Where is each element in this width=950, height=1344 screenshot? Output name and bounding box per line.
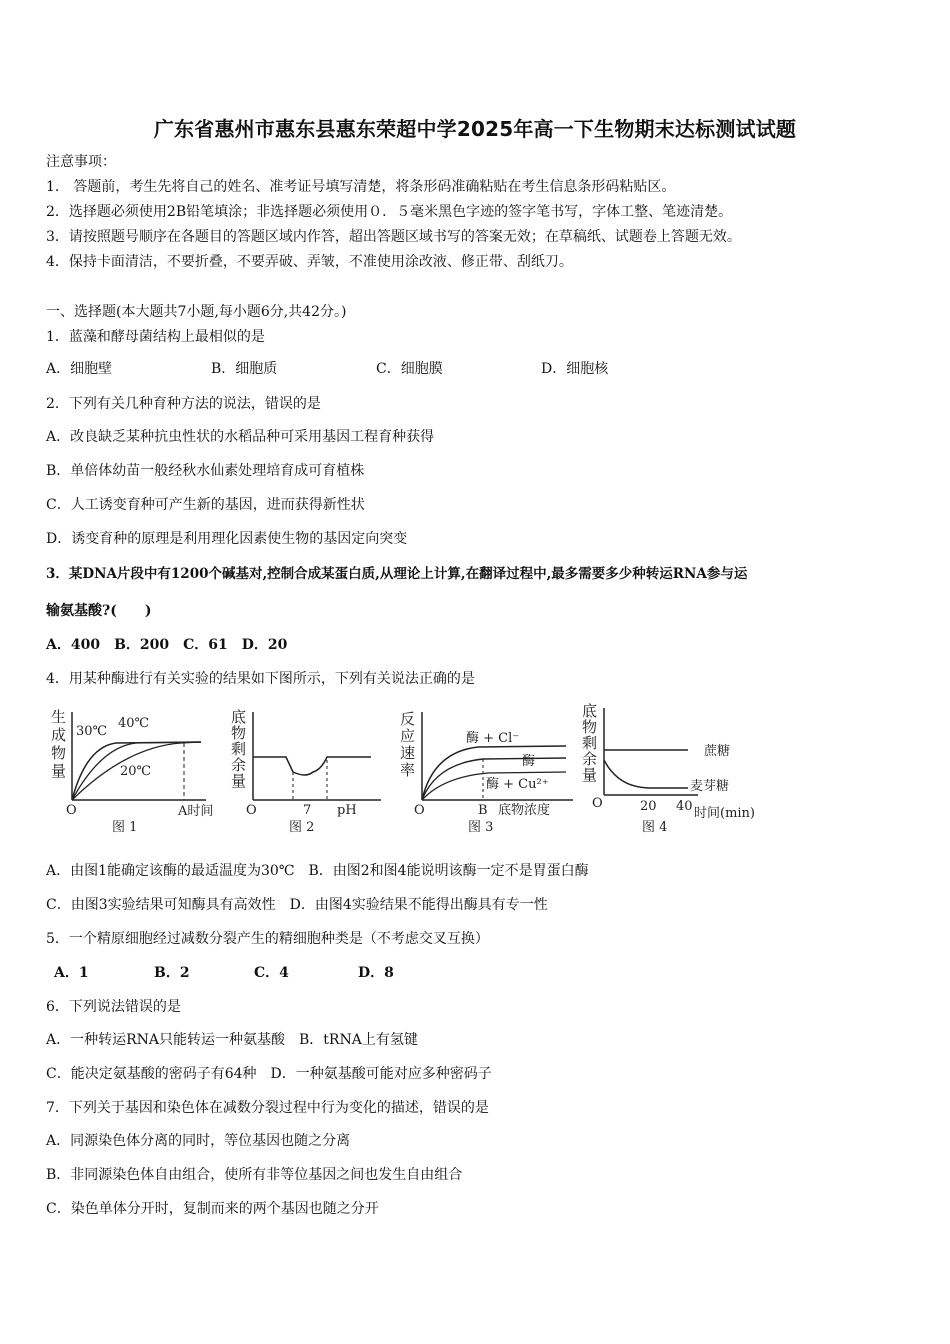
fig3-ylabel-3: 速 bbox=[400, 744, 416, 762]
figure-1 bbox=[46, 702, 231, 842]
fig3-label-enzyme: 酶 bbox=[522, 754, 536, 769]
section-heading: 一、选择题(本大题共7小题,每小题6分,共42分。) bbox=[46, 304, 347, 320]
q4-stem: 4．用某种酶进行有关实验的结果如下图所示，下列有关说法正确的是 bbox=[46, 671, 475, 687]
q2-option-b: B．单倍体幼苗一般经秋水仙素处理培育成可育植株 bbox=[46, 463, 365, 479]
fig2-ylabel-3: 剩 bbox=[231, 740, 247, 758]
q3-stem-line2: 输氨基酸?( ) bbox=[46, 603, 152, 619]
figure-3 bbox=[398, 702, 578, 842]
fig3-ylabel-2: 应 bbox=[400, 727, 416, 745]
notice-item-4: 4．保持卡面清洁，不要折叠，不要弄破、弄皱，不准使用涂改液、修正带、刮纸刀。 bbox=[46, 254, 573, 270]
fig3-xlabel: 底物浓度 bbox=[498, 803, 551, 818]
q4-options-line1: A．由图1能确定该酶的最适温度为30℃ B．由图2和图4能说明该酶一定不是胃蛋白酶 bbox=[46, 863, 589, 879]
q4-options-line2: C．由图3实验结果可知酶具有高效性 D．由图4实验结果不能得出酶具有专一性 bbox=[46, 897, 548, 913]
q1-option-b: B．细胞质 bbox=[211, 361, 278, 377]
q7-option-a: A．同源染色体分离的同时，等位基因也随之分离 bbox=[46, 1133, 351, 1149]
q1-option-a: A．细胞壁 bbox=[46, 361, 113, 377]
q7-stem: 7．下列关于基因和染色体在减数分裂过程中行为变化的描述，错误的是 bbox=[46, 1100, 489, 1116]
fig4-tick-40: 40 bbox=[676, 799, 693, 814]
fig4-ylabel-5: 量 bbox=[582, 766, 598, 784]
fig2-ylabel-1: 底 bbox=[231, 708, 247, 726]
fig4-ylabel-2: 物 bbox=[582, 718, 598, 736]
fig2-tick-7: 7 bbox=[303, 803, 312, 818]
q6-options-line1: A．一种转运RNA只能转运一种氨基酸 B．tRNA上有氢键 bbox=[46, 1032, 418, 1048]
q5-option-a: A．1 bbox=[54, 965, 89, 981]
q1-options bbox=[46, 359, 608, 379]
fig1-label-40c: 40℃ bbox=[118, 716, 150, 731]
fig2-origin: O bbox=[246, 803, 257, 818]
q6-options-line2: C．能决定氨基酸的密码子有64种 D．一种氨基酸可能对应多种密码子 bbox=[46, 1066, 492, 1082]
fig1-origin: O bbox=[66, 803, 77, 818]
fig3-ylabel-1: 反 bbox=[400, 710, 416, 728]
fig1-label-20c: 20℃ bbox=[120, 764, 152, 779]
q3-stem-line1: 3．某DNA片段中有1200个碱基对,控制合成某蛋白质,从理论上计算,在翻译过程中,最多需要多少种转运RNA参与运 bbox=[46, 566, 748, 582]
fig1-label-30c: 30℃ bbox=[76, 724, 108, 739]
notice-item-3: 3．请按照题号顺序在各题目的答题区域内作答，超出答题区域书写的答案无效；在草稿纸、试题卷上答题无效。 bbox=[46, 229, 741, 245]
fig1-caption: 图 1 bbox=[112, 820, 138, 835]
figure-4 bbox=[578, 702, 776, 842]
q4-figures bbox=[46, 702, 776, 842]
fig4-origin: O bbox=[592, 796, 603, 811]
fig1-ylabel-3: 物 bbox=[51, 744, 67, 762]
q2-stem: 2．下列有关几种育种方法的说法，错误的是 bbox=[46, 396, 321, 412]
q1-option-c: C．细胞膜 bbox=[376, 361, 443, 377]
q6-stem: 6．下列说法错误的是 bbox=[46, 999, 181, 1015]
fig3-label-cl: 酶 + Cl⁻ bbox=[466, 731, 520, 746]
page-title: 广东省惠州市惠东县惠东荣超中学2025年高一下生物期末达标测试试题 bbox=[153, 117, 797, 141]
q2-option-c: C．人工诱变育种可产生新的基因，进而获得新性状 bbox=[46, 497, 365, 513]
q3-options: A．400 B．200 C．61 D．20 bbox=[46, 637, 288, 653]
fig4-tick-20: 20 bbox=[640, 799, 657, 814]
fig2-ylabel-2: 物 bbox=[231, 724, 247, 742]
q2-option-d: D．诱变育种的原理是利用理化因素使生物的基因定向突变 bbox=[46, 531, 408, 547]
notice-item-2: 2．选择题必须使用2B铅笔填涂；非选择题必须使用０．５毫米黑色字迹的签字笔书写，字体工整、笔迹清楚。 bbox=[46, 204, 733, 220]
fig3-origin: O bbox=[414, 803, 425, 818]
q1-stem: 1．蓝藻和酵母菌结构上最相似的是 bbox=[46, 329, 265, 345]
q7-option-b: B．非同源染色体自由组合，使所有非等位基因之间也发生自由组合 bbox=[46, 1167, 463, 1183]
figure-2 bbox=[231, 702, 386, 842]
fig4-ylabel-3: 剩 bbox=[582, 734, 598, 752]
notice-item-1: 1. 答题前，考生先将自己的姓名、准考证号填写清楚，将条形码准确粘贴在考生信息条形码粘贴区。 bbox=[46, 179, 676, 195]
fig2-ylabel-4: 余 bbox=[231, 756, 247, 774]
q5-option-d: D．8 bbox=[358, 965, 394, 981]
fig1-xlabel: A时间 bbox=[178, 804, 214, 819]
fig3-tick-b: B bbox=[478, 803, 488, 818]
q5-option-c: C．4 bbox=[254, 965, 289, 981]
fig1-ylabel-2: 成 bbox=[51, 726, 67, 744]
fig4-ylabel-4: 余 bbox=[582, 750, 598, 768]
fig1-ylabel-1: 生 bbox=[51, 708, 67, 726]
fig3-ylabel-4: 率 bbox=[400, 761, 416, 779]
fig4-xlabel: 时间(min) bbox=[694, 806, 756, 821]
fig2-ylabel-5: 量 bbox=[231, 772, 247, 790]
q5-options bbox=[54, 963, 394, 983]
fig4-ylabel-1: 底 bbox=[582, 702, 598, 720]
q2-option-a: A．改良缺乏某种抗虫性状的水稻品种可采用基因工程育种获得 bbox=[46, 429, 435, 445]
fig2-caption: 图 2 bbox=[289, 820, 315, 835]
fig4-label-maltose: 麦芽糖 bbox=[690, 779, 730, 794]
fig4-caption: 图 4 bbox=[642, 820, 668, 835]
q7-option-c: C．染色单体分开时，复制而来的两个基因也随之分开 bbox=[46, 1201, 379, 1217]
fig2-xlabel: pH bbox=[337, 803, 357, 818]
fig3-caption: 图 3 bbox=[468, 820, 494, 835]
notice-heading: 注意事项： bbox=[46, 154, 116, 170]
q1-option-d: D．细胞核 bbox=[541, 361, 609, 377]
q5-option-b: B．2 bbox=[154, 965, 190, 981]
fig1-ylabel-4: 量 bbox=[51, 762, 67, 780]
q5-stem: 5．一个精原细胞经过减数分裂产生的精细胞种类是（不考虑交叉互换） bbox=[46, 931, 489, 947]
fig4-label-sucrose: 蔗糖 bbox=[704, 744, 731, 759]
fig3-label-cu: 酶 + Cu²⁺ bbox=[486, 777, 549, 792]
